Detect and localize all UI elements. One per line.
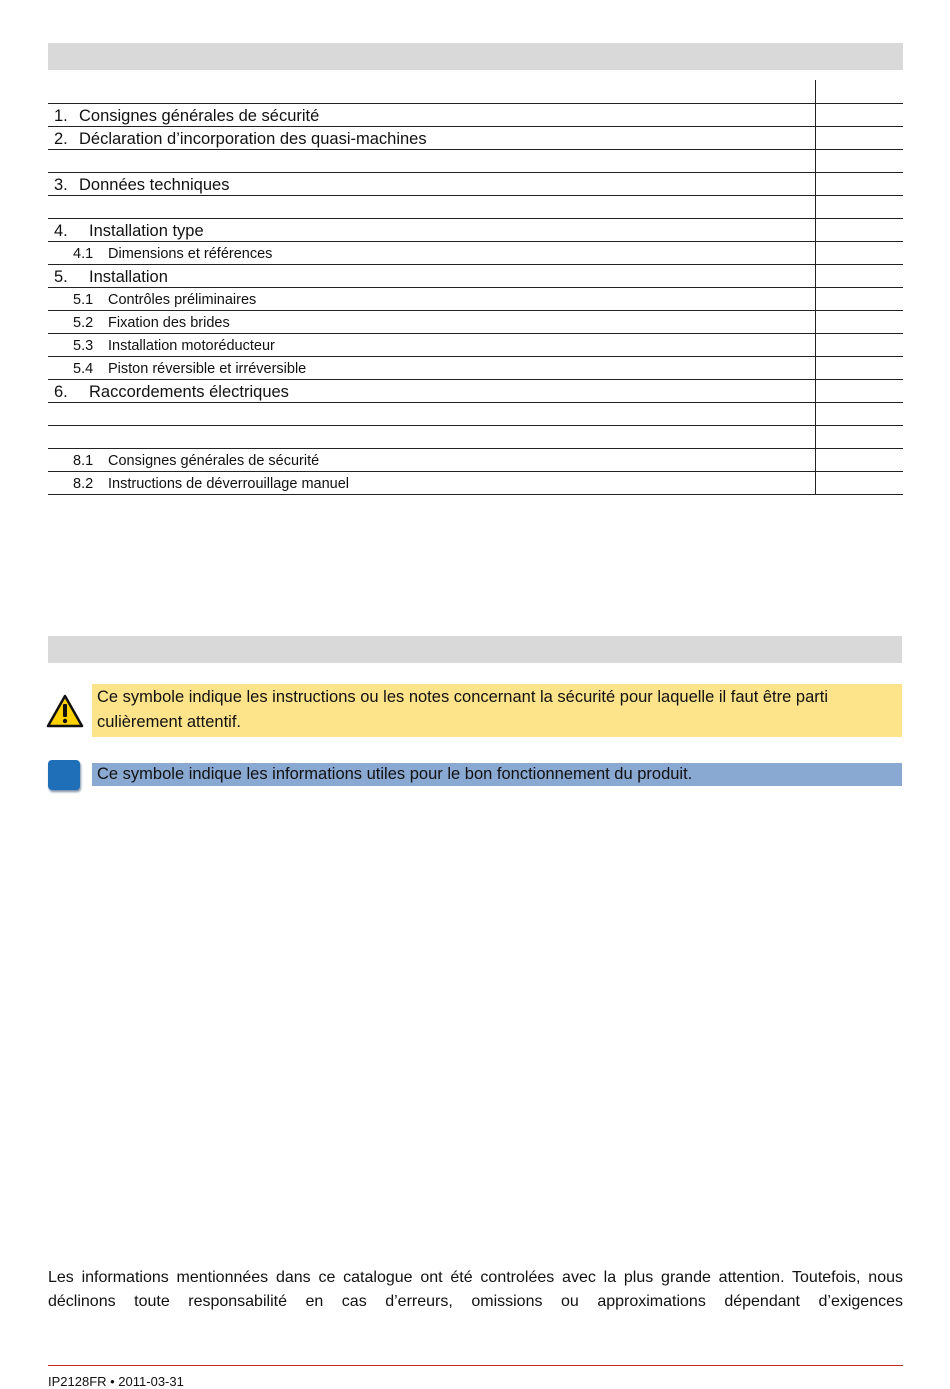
toc-header-band <box>48 43 903 70</box>
disclaimer-text: Les informations mentionnées dans ce catalogue ont été controlées avec la plus grande attention. Toutefois, nous déclinons toute responsabilité en cas d’erreurs, omissions ou approximations dépendant d’exigences <box>48 1269 903 1310</box>
toc-label: Fixation des brides <box>108 315 230 331</box>
toc-number: 5.4 <box>73 361 94 377</box>
toc-label: Piston réversible et irréversible <box>108 361 307 377</box>
table-of-contents <box>48 80 903 495</box>
toc-row-5-1[interactable] <box>48 288 903 311</box>
toc-row-3[interactable] <box>48 173 903 196</box>
toc-row-8-2[interactable] <box>48 472 903 495</box>
toc-number: 8.1 <box>73 453 94 469</box>
document-code: IP2128FR • 2011-03-31 <box>48 1374 184 1389</box>
toc-number: 2. <box>54 130 68 148</box>
toc-row-1[interactable] <box>48 104 903 127</box>
toc-row-blank <box>48 196 903 219</box>
toc-row-4[interactable] <box>48 219 903 242</box>
warning-note: Ce symbole indique les instructions ou les notes concernant la sécurité pour laquelle il faut être parti culièrement attentif. <box>92 684 902 737</box>
toc-number: 5.3 <box>73 338 94 354</box>
toc-label: Raccordements électriques <box>89 383 289 401</box>
toc-number: 3. <box>54 176 68 194</box>
toc-label: Consignes générales de sécurité <box>108 453 320 469</box>
toc-row-5-3[interactable] <box>48 334 903 357</box>
warning-triangle-icon <box>46 694 84 728</box>
toc-label: Installation type <box>89 222 204 240</box>
toc-row-6[interactable] <box>48 380 903 403</box>
toc-label: Installation <box>89 268 168 286</box>
toc-row-blank <box>48 426 903 449</box>
footer-divider <box>48 1365 903 1366</box>
toc-row-blank <box>48 80 903 104</box>
toc-label: Déclaration d’incorporation des quasi-machines <box>79 130 427 148</box>
toc-label: Dimensions et références <box>108 246 273 262</box>
toc-row-2[interactable] <box>48 127 903 150</box>
toc-row-5-2[interactable] <box>48 311 903 334</box>
info-square-icon <box>48 760 80 790</box>
info-note: Ce symbole indique les informations utiles pour le bon fonctionnement du produit. <box>92 763 902 786</box>
toc-row-5-4[interactable] <box>48 357 903 380</box>
toc-number: 5. <box>54 268 68 286</box>
toc-label: Instructions de déverrouillage manuel <box>108 476 349 492</box>
toc-label: Contrôles préliminaires <box>108 292 257 308</box>
toc-row-4-1[interactable] <box>48 242 903 265</box>
toc-label: Installation motoréducteur <box>108 338 275 354</box>
toc-number: 8.2 <box>73 476 94 492</box>
toc-row-8-1[interactable] <box>48 449 903 472</box>
toc-row-blank <box>48 403 903 426</box>
toc-number: 4. <box>54 222 68 240</box>
legend-header-band <box>48 636 902 663</box>
toc-number: 4.1 <box>73 246 94 262</box>
toc-number: 5.1 <box>73 292 94 308</box>
toc-label: Consignes générales de sécurité <box>79 107 320 125</box>
toc-row-5[interactable] <box>48 265 903 288</box>
toc-number: 6. <box>54 383 68 401</box>
toc-row-blank <box>48 150 903 173</box>
toc-number: 1. <box>54 107 68 125</box>
toc-label: Données techniques <box>79 176 230 194</box>
toc-number: 5.2 <box>73 315 94 331</box>
